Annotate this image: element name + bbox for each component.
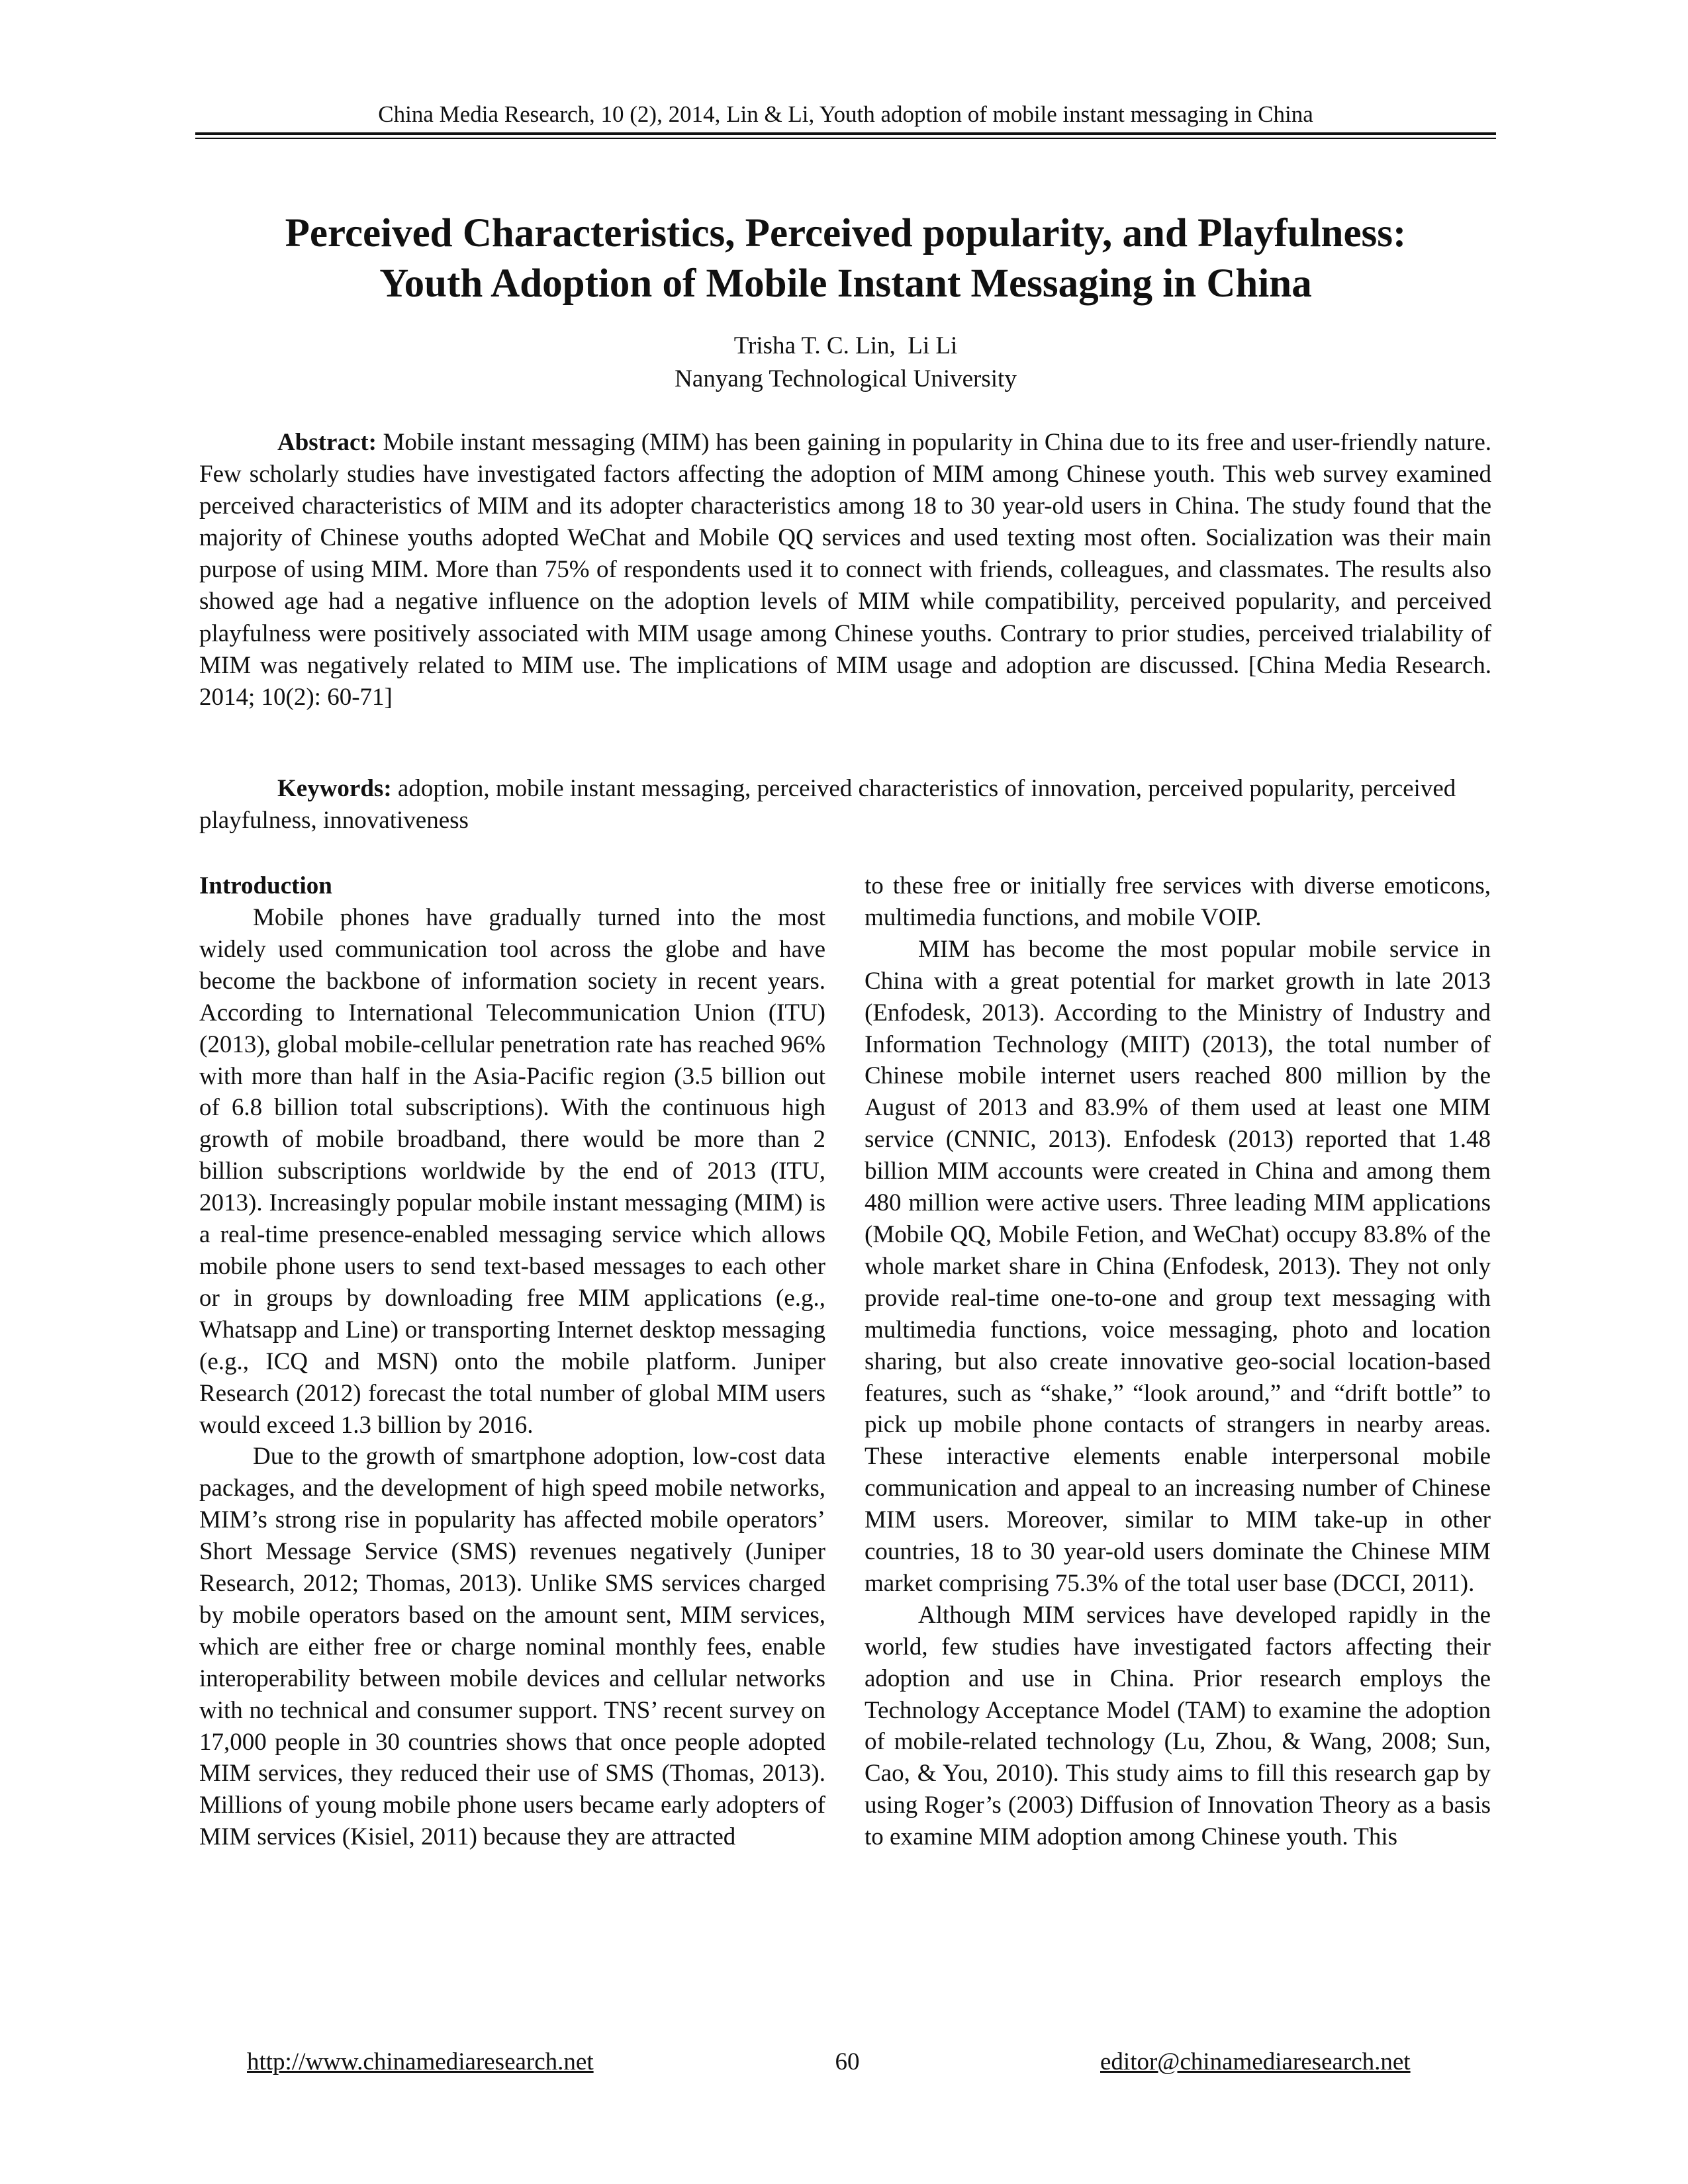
author-block <box>195 330 1496 396</box>
body-paragraph: Mobile phones have gradually turned into the most widely used communication tool across the globe and have become the backbone of information society in recent years. According to International Telecommunication Union (ITU) (2013), global mobile-cellular penetration rate has reached 96% with more than half in the Asia-Pacific region (3.5 billion out of 6.8 billion total subscriptions). With the continuous high growth of mobile broadband, there would be more than 2 billion subscriptions worldwide by the end of 2013 (ITU, 2013). Increasingly popular mobile instant messaging (MIM) is a real-time presence-enabled messaging service which allows mobile phone users to send text-based messages to each other or in groups by downloading free MIM applications (e.g., Whatsapp and Line) or transporting Internet desktop messaging (e.g., ICQ and MSN) onto the mobile platform. Juniper Research (2012) forecast the total number of global MIM users would exceed 1.3 billion by 2016. <box>199 904 825 1439</box>
body-paragraph: Due to the growth of smartphone adoption, low-cost data packages, and the development of high speed mobile networks, MIM’s strong rise in popularity has affected mobile operators’ Short Message Service (SMS) revenues negatively (Juniper Research, 2012; Thomas, 2013). Unlike SMS services charged by mobile operators based on the amount sent, MIM services, which are either free or charge nominal monthly fees, enable interoperability between mobile devices and cellular networks with no technical and consumer support. TNS’ recent survey on 17,000 people in 30 countries shows that once people adopted MIM services, they reduced their use of SMS (Thomas, 2013). Millions of young mobile phone users became early adopters of MIM services (Kisiel, 2011) because they are attracted <box>199 1443 825 1851</box>
title-line-1: Perceived Characteristics, Perceived popularity, and Playfulness: <box>285 211 1407 255</box>
paper-title <box>159 208 1532 309</box>
keywords <box>199 773 1491 837</box>
body-column-left <box>199 870 825 1853</box>
abstract-text: Mobile instant messaging (MIM) has been gaining in popularity in China due to its free and user-friendly nature. Few scholarly studies have investigated factors affecting the adoption of MIM among Chinese youth. This web survey examined perceived characteristics of MIM and its adopter characteristics among 18 to 30 year-old users in China. The study found that the majority of Chinese youths adopted WeChat and Mobile QQ services and used texting most often. Socialization was their main purpose of using MIM. More than 75% of respondents used it to connect with friends, colleagues, and classmates. The results also showed age had a negative influence on the adoption levels of MIM while compatibility, perceived popularity, and perceived playfulness were positively associated with MIM usage among Chinese youths. Contrary to prior studies, perceived trialability of MIM was negatively related to MIM use. The implications of MIM usage and adoption are discussed. [China Media Research. 2014; 10(2): 60-71] <box>199 429 1491 711</box>
footer-url-link[interactable]: http://www.chinamediaresearch.net <box>247 2048 594 2075</box>
page-number: 60 <box>835 2048 860 2075</box>
header-rule-thick <box>195 132 1496 135</box>
footer-email-link[interactable]: editor@chinamediaresearch.net <box>1100 2048 1411 2075</box>
body-paragraph: Although MIM services have developed rapidly in the world, few studies have investigated factors affecting their adoption and use in China. Prior research employs the Technology Acceptance Model (TAM) to examine the adoption of mobile-related technology (Lu, Zhou, & Wang, 2008; Sun, Cao, & You, 2010). This study aims to fill this research gap by using Roger’s (2003) Diffusion of Innovation Theory as a basis to examine MIM adoption among Chinese youth. This <box>865 1601 1491 1851</box>
header-rule-thin <box>195 138 1496 139</box>
section-heading-introduction: Introduction <box>199 872 332 899</box>
keywords-label: Keywords: <box>277 775 392 802</box>
body-paragraph: MIM has become the most popular mobile service in China with a great potential for market growth in late 2013 (Enfodesk, 2013). According to the Ministry of Industry and Information Technology (MIIT) (2013), the total number of Chinese mobile internet users reached 800 million by the August of 2013 and 83.9% of them used at least one MIM service (CNNIC, 2013). Enfodesk (2013) reported that 1.48 billion MIM accounts were created in China and among them 480 million were active users. Three leading MIM applications (Mobile QQ, Mobile Fetion, and WeChat) occupy 83.8% of the whole market share in China (Enfodesk, 2013). They not only provide real-time one-to-one and group text messaging with multimedia functions, voice messaging, photo and location sharing, but also create innovative geo-social location-based features, such as “shake,” “look around,” and “drift bottle” to pick up mobile phone contacts of strangers in nearby areas. These interactive elements enable interpersonal mobile communication and appeal to an increasing number of Chinese MIM users. Moreover, similar to MIM take-up in other countries, 18 to 30 year-old users dominate the Chinese MIM market comprising 75.3% of the total user base (DCCI, 2011). <box>865 935 1491 1597</box>
abstract <box>199 427 1491 713</box>
keywords-text: adoption, mobile instant messaging, perceived characteristics of innovation, perceived popularity, perceived playfulness, innovativeness <box>199 775 1456 834</box>
abstract-label: Abstract: <box>277 429 377 456</box>
body-column-right <box>865 870 1491 1853</box>
author-names: Trisha T. C. Lin, Li Li <box>733 332 958 359</box>
running-header: China Media Research, 10 (2), 2014, Lin & Li, Youth adoption of mobile instant messaging in China <box>378 101 1313 127</box>
author-affiliation: Nanyang Technological University <box>675 365 1017 392</box>
body-paragraph-continued: to these free or initially free services with diverse emoticons, multimedia functions, and mobile VOIP. <box>865 872 1491 931</box>
title-line-2: Youth Adoption of Mobile Instant Messaging in China <box>379 261 1312 306</box>
